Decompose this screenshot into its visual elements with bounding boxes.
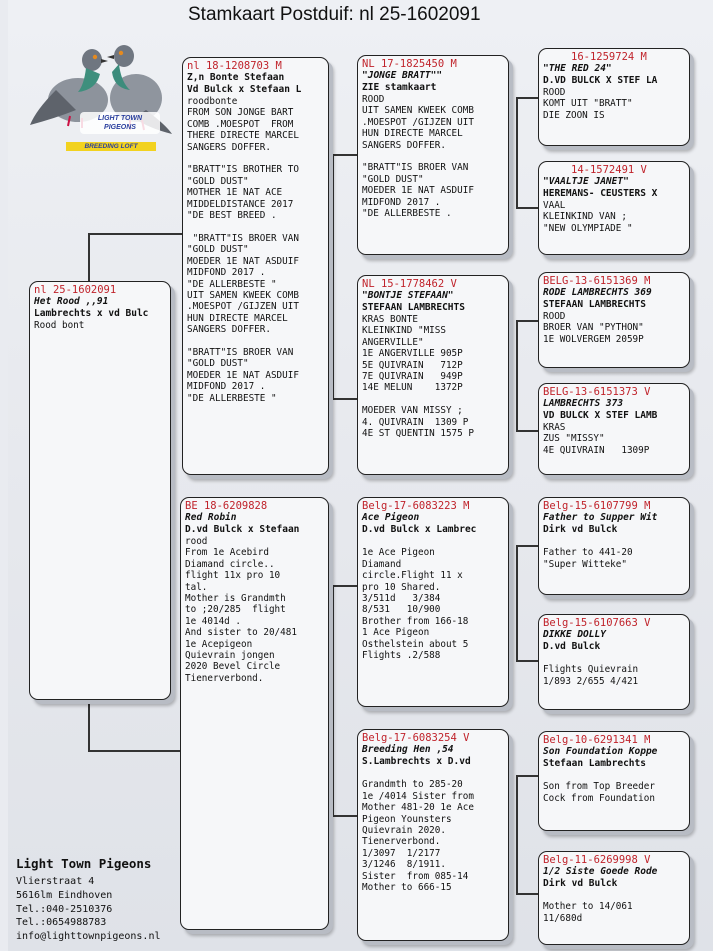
connector [88,750,182,752]
connector [88,233,90,281]
pigeon-strain: VD BULCK X STEF LAMB [543,410,658,421]
pigeon-name: LAMBRECHTS 373 [543,398,624,409]
connector [516,775,538,777]
pigeon-strain: S.Lambrechts x D.vd [362,756,471,767]
ring-number: Belg-17-6083254 V [362,732,470,744]
phone-1: Tel.:040-2510376 [16,903,113,915]
mfm-card [538,614,690,710]
pigeon-name: Son Foundation Koppe [543,746,658,757]
pigeon-strain: D.vd Bulck x Lambrec [362,524,477,535]
pigeon-strain: Dirk vd Bulck [543,878,618,889]
connector [516,320,538,322]
connector [516,775,518,893]
pigeons-logo-icon [26,30,176,160]
pigeon-strain: Vd Bulck x Stefaan L [187,84,302,95]
ring-number: Belg-15-6107799 M [543,500,651,512]
mmm-card [538,851,690,945]
ring-number: BE 18-6209828 [185,500,268,512]
connector [332,154,334,398]
pigeon-strain: STEFAAN LAMBRECHTS [362,302,465,313]
pigeon-name: Het Rood ,,91 [34,296,109,307]
pigeon-name: "BONTJE STEFAAN" [362,290,454,301]
fmm-card [538,383,690,475]
light-town-logo [26,30,176,160]
pigeon-notes: Flights Quievrain 1/893 2/655 4/421 [543,664,639,687]
pigeon-strain: Lambrechts x vd Bulc [34,308,149,319]
pigeon-notes: VAAL KLEINKIND VAN ; "NEW OLYMPIADE " [543,200,633,234]
logo-line-1: LIGHT TOWN [97,115,143,122]
ring-number: BELG-13-6151369 M [543,275,651,287]
ring-number: 14-1572491 V [571,164,647,176]
ring-number: NL 17-1825450 M [362,58,457,70]
pigeon-notes: ROOD BROER VAN "PYTHON" 1E WOLVERGEM 2059P [543,311,644,345]
ring-number: Belg-11-6269998 V [543,854,651,866]
city-address: 5616lm Eindhoven [16,889,113,901]
pigeon-strain: D.VD BULCK X STEF LA [543,75,658,86]
pigeon-notes: ROOD KOMT UIT "BRATT" DIE ZOON IS [543,87,633,121]
mm-card [357,729,509,941]
pigeon-strain: D.vd Bulck x Stefaan [185,524,300,535]
fmf-card [538,272,690,368]
mff-card [538,497,690,595]
connector [516,545,518,660]
pigeon-notes: 1e Ace Pigeon Diamand circle.Flight 11 x pro 10 Shared. 3/511d 3/384 8/531 10/900 Brother from 166-18 1 Ace Pigeon Osthelstein about 5 Flights .2/588 [362,547,469,662]
pigeon-strain: D.vd Bulck [543,641,601,652]
connector [516,430,538,432]
connector [88,233,182,235]
pigeon-notes: Rood bont [34,320,85,331]
pigeon-name: "VAALTJE JANET" [543,176,629,187]
pigeon-name: Father to Supper Wit [543,512,658,523]
pigeon-strain: HEREMANS- CEUSTERS X [543,188,658,199]
pigeon-name: DIKKE DOLLY [543,629,606,640]
pigeon-notes: rood From 1e Acebird Diamand circle.. flight 11x pro 10 tal. Mother is Grandmth to ;20/285 flight 1e 4014d . And sister to 20/481 1e Acepigeon Quievrain jongen 2020 Bevel Circle Tienerverbond. [185,536,297,684]
ring-number: Belg-10-6291341 M [543,734,651,746]
connector [516,207,538,209]
pigeon-notes: ROOD UIT SAMEN KWEEK COMB .MOESPOT /GIJZEN UIT HUN DIRECTE MARCEL SANGERS DOFFER. "BRATT"IS BROER VAN "GOLD DUST" MOEDER 1E NAT ASDUIF MIDFOND 2017 . "DE ALLERBESTE . [362,94,474,220]
connector [516,660,538,662]
connector [332,154,357,156]
ring-number: Belg-17-6083223 M [362,500,470,512]
pigeon-name: "THE RED 24" [543,63,612,74]
fff-card [538,48,690,146]
fm-card [357,275,509,475]
connector [516,97,538,99]
connector [516,320,518,430]
pigeon-notes: KRAS BONTE KLEINKIND "MISS ANGERVILLE" 1E ANGERVILLE 905P 5E QUIVRAIN 712P 7E QUIVRAIN 949P 14E MELUN 1372P MOEDER VAN MISSY ; 4. QUIVRAIN 1309 P 4E ST QUENTIN 1575 P [362,314,474,440]
pigeon-strain: STEFAAN LAMBRECHTS [543,299,646,310]
connector [332,585,334,815]
subject-pigeon-card [29,281,171,700]
ring-number: Belg-15-6107663 V [543,617,651,629]
connector [88,700,90,750]
ff-card [357,55,509,255]
logo-line-3: BREEDING LOFT [84,143,138,150]
pigeon-name: Ace Pigeon [362,512,420,523]
ffm-card [538,161,690,255]
pigeon-notes: roodbonte FROM SON JONGE BART COMB .MOESPOT FROM THERE DIRECTE MARCEL SANGERS DOFFER. "BRATT"IS BROTHER TO "GOLD DUST" MOTHER 1E NAT ACE MIDDELDISTANCE 2017 "DE BEST BREED . "BRATT"IS BROER VAN "GOLD DUST" MOEDER 1E NAT ASDUIF MIDFOND 2017 . "DE ALLERBESTE " UIT SAMEN KWEEK COMB .MOESPOT /GIJZEN UIT HUN DIRECTE MARCEL SANGERS DOFFER. "BRATT"IS BROER VAN "GOLD DUST" MOEDER 1E NAT ASDUIF MIDFOND 2017 . "DE ALLERBESTE " [187,96,299,404]
email-link[interactable]: info@lighttownpigeons.nl [16,931,161,943]
pigeon-notes: Mother to 14/061 11/680d [543,901,633,924]
pigeon-name: Breeding Hen ,54 [362,744,454,755]
pigeon-notes: Son from Top Breeder Cock from Foundation [543,781,655,804]
mf-card [357,497,509,707]
ring-number: 16-1259724 M [571,51,647,63]
pigeon-name: Red Robin [185,512,237,523]
ring-number: NL 15-1778462 V [362,278,457,290]
pigeon-notes: Grandmth to 285-20 1e /4014 Sister from Mother 481-20 1e Ace Pigeon Younsters Quievrain 2020. Tienerverbond. 1/3097 1/2177 3/1246 8/1911. Sister from 085-14 Mother to 666-15 [362,779,474,894]
logo-line-2: PIGEONS [104,124,136,131]
company-name: Light Town Pigeons [16,856,152,871]
pigeon-name: RODE LAMBRECHTS 369 [543,287,652,298]
ring-number: BELG-13-6151373 V [543,386,651,398]
pigeon-strain: Dirk vd Bulck [543,524,618,535]
pigeon-name: Z,n Bonte Stefaan [187,72,285,83]
ring-number: nl 18-1208703 M [187,60,282,72]
pigeon-name: "JONGE BRATT"" [362,70,443,81]
pigeon-notes: KRAS ZUS "MISSY" 4E QUIVRAIN 1309P [543,422,650,456]
pigeon-strain: Stefaan Lambrechts [543,758,646,769]
page-title: Stamkaart Postduif: nl 25-1602091 [188,4,481,25]
connector [516,893,538,895]
mmf-card [538,731,690,831]
phone-2: Tel.:0654988783 [16,917,107,929]
connector [516,97,518,207]
father-card [182,57,329,475]
connector [332,815,357,817]
connector [332,585,357,587]
pigeon-strain: ZIE stamkaart [362,82,437,93]
contact-footer [16,856,161,944]
pigeon-name: 1/2 Siste Goede Rode [543,866,658,877]
street-address: Vlierstraat 4 [16,876,95,887]
ring-number: nl 25-1602091 [34,284,117,296]
connector [516,545,538,547]
mother-card [180,497,329,930]
pigeon-notes: Father to 441-20 "Super Witteke" [543,547,633,570]
connector [332,398,357,400]
